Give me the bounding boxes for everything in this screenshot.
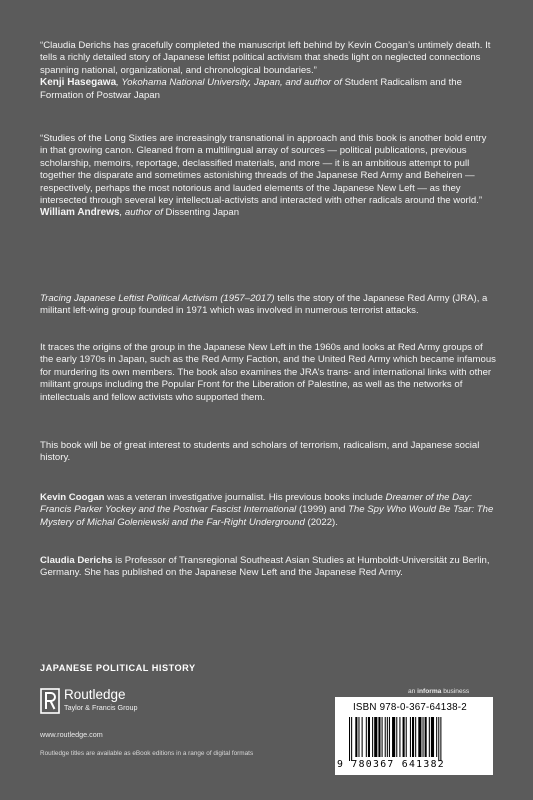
routledge-logo [40,686,180,716]
barcode-bar [389,717,390,757]
barcode-bar [372,717,373,757]
barcode-bar [392,717,395,757]
author-bio-2 [40,555,496,580]
barcode-bar [415,717,416,757]
isbn-label: ISBN 978-0-367-64138-2 [353,702,467,713]
barcode-bar [431,717,434,757]
review-1 [40,40,496,102]
review-1-affiliation: , Yokohama National University, Japan, and author of [116,77,345,89]
author-1-text-2: (1999) and [296,504,349,516]
barcode-bar [368,717,370,757]
barcode-bar [406,717,407,757]
barcode-bar [429,717,430,757]
author-bio-1 [40,492,496,529]
description-paragraph-1 [40,293,496,318]
review-1-quote: “Claudia Derichs has gracefully completed the manuscript left behind by Kevin Coogan’s untimely death. It tells a richly detailed story of Japanese leftist political activism that sheds light on neglected connections spanning national, organizational, and chronological boundaries.” [40,40,491,76]
review-2-affiliation: , author of [119,207,166,219]
barcode-bar [387,717,388,757]
review-2 [40,133,496,220]
barcode-bar [362,717,363,757]
isbn-barcode [335,697,493,775]
routledge-r-icon [40,688,60,714]
review-2-quote: “Studies of the Long Sixties are increasingly transnational in approach and this book is another bold entry in that growing canon. Gleaned from a multilingual array of sources — political publications, previous scholarship, memoirs, reportage, declassified materials, and more — it is an ambitious attempt to pull together the disparate and sometimes astonishing threads of the Japanese Red Army and Beheiren — respectively, perhaps the most notorious and lauded elements of the Japanese New Left — as they intersected through several key intellectual-activists and interacted with other radicals around the world.” [40,133,487,207]
barcode-bars-icon [347,717,483,761]
description-paragraph-3: This book will be of great interest to students and scholars of terrorism, radicalism, and Japanese social history. [40,440,480,464]
author-2-text: is Professor of Transregional Southeast Asian Studies at Humboldt-Universität zu Berlin, Germany. She has published on the Japanese New Left and the Japanese Red Army. [40,555,490,579]
informa-suffix: business [441,688,470,695]
barcode-bar [436,717,437,757]
barcode-bar [410,717,411,757]
author-1-book-2: The Spy Who Would Be Tsar: The Mystery of Michal Goleniewski and the Far-Right Underground [40,504,494,528]
series-name: JAPANESE POLITICAL HISTORY [40,663,196,673]
barcode-bar [349,717,350,761]
barcode-bar [396,717,397,757]
author-1-name: Kevin Coogan [40,492,105,503]
description-p1-text: tells the story of the Japanese Red Army (JRA), a militant left-wing group founded in 1971 which was involved in numerous terrorist attacks. [40,293,488,317]
informa-brand: informa [417,688,442,695]
barcode-bar [399,717,400,757]
barcode-bar [438,717,439,761]
barcode-bar [425,717,427,757]
book-title: Tracing Japanese Leftist Political Activism (1957–2017) [40,293,275,304]
review-2-name: William Andrews [40,207,120,219]
barcode-bar [378,717,380,757]
barcode-digits: 9 780367 641382 [337,759,445,770]
barcode-bar [403,717,405,757]
author-2-name: Claudia Derichs [40,555,113,566]
review-2-attribution [40,207,496,219]
review-1-book: Student Radicalism and the Formation of Postwar Japan [40,77,462,101]
barcode-bar [355,717,357,757]
barcode-bar [423,717,424,757]
barcode-bar [351,717,352,761]
barcode-bar [412,717,414,757]
barcode-bar [358,717,359,757]
publisher-group: Taylor & Francis Group [64,703,138,712]
author-1-text-3: (2022). [304,516,338,528]
author-1-book-1: Dreamer of the Day: Francis Parker Yockey and the Postwar Fascist International [40,492,472,516]
informa-prefix: an [408,688,418,695]
barcode-bar [374,717,377,757]
review-1-attribution [40,77,496,102]
description-paragraph-2: It traces the origins of the group in the Japanese New Left in the 1960s and looks at Red Army groups of the early 1970s in Japan, such as the Red Army Faction, and the United Red Army which became infamous for murdering its own members. The book also examines the JRA’s trans- and international links with other militant groups including the Popular Front for the Liberation of Palestine, as well as the networks of intellectuals and fellow activists who supported them. [40,342,496,403]
barcode-bar [440,717,441,761]
publisher-name: Routledge [64,687,126,702]
barcode-bar [418,717,421,757]
ebook-note: Routledge titles are available as eBook editions in a range of digital formats [40,750,254,757]
review-1-name: Kenji Hasegawa [40,77,117,89]
review-2-book: Dissenting Japan [165,207,240,219]
barcode-bar [366,717,367,757]
barcode-bar [382,717,383,757]
author-1-text: was a veteran investigative journalist. His previous books include [104,492,386,503]
informa-business-label [408,688,469,695]
publisher-url[interactable]: www.routledge.com [40,730,103,739]
barcode-bar [385,717,386,757]
